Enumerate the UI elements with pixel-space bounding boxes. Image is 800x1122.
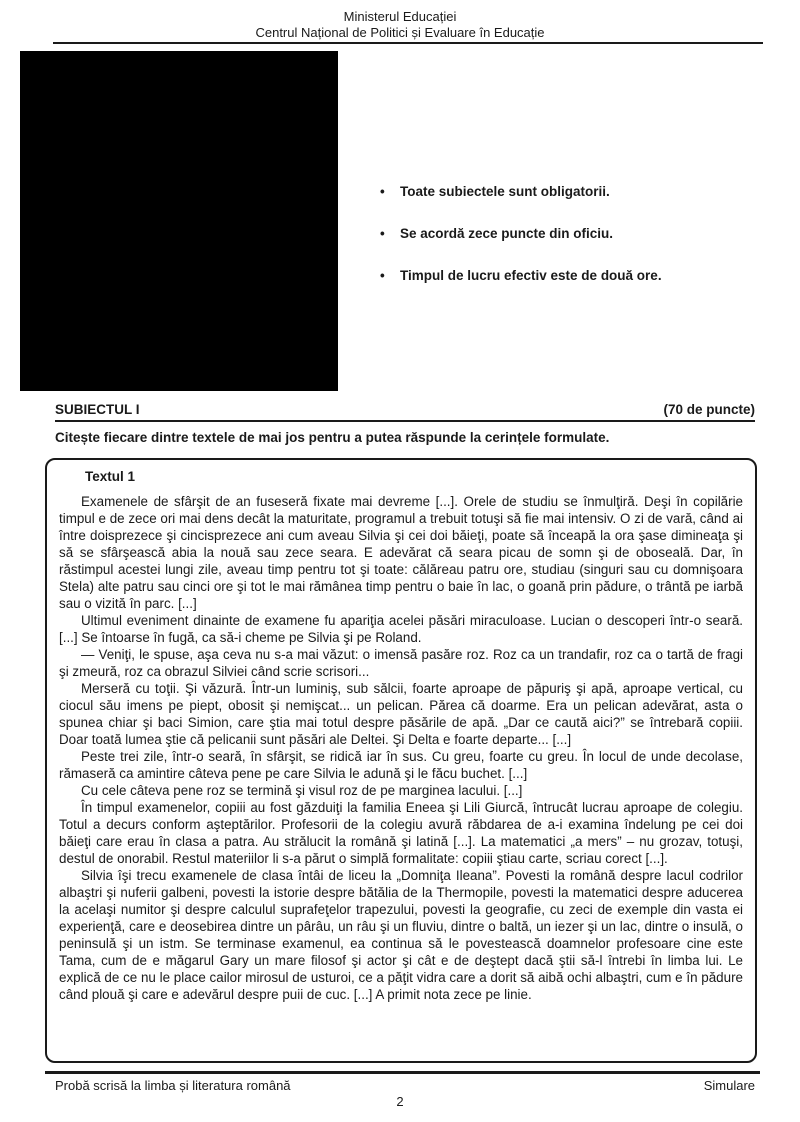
section-title: SUBIECTUL I	[55, 402, 140, 417]
text-paragraph: — Veniţi, le spuse, aşa ceva nu s-a mai văzut: o imensă pasăre roz. Roz ca un trandafir, roz ca o tartă de fragi şi zmeură, roz ca obrazul Silviei când scrie scrisori...	[59, 647, 743, 679]
text-paragraph: Cu cele câteva pene roz se termină şi visul roz de pe marginea lacului. [...]	[81, 783, 523, 798]
bullet-icon	[380, 225, 400, 242]
text-paragraph: Merseră cu toţii. Şi văzură. Într-un luminiş, sub sălcii, foarte aproape de păpuriş şi apă, aproape vertical, cu ciocul său imens pe piept, obosit şi nemişcat... un pelican. Părea că doarme. Era un pelican adevărat, asta o spunea chiar şi baci Simion, care ştia mai totul despre păsările de apă. „Dar ce caută aici?” se întrebară copiii. Doar toată lumea ştie că pelicanii sunt păsări ale Deltei. Şi Delta e foarte departe... [...]	[59, 681, 743, 747]
note-text: Toate subiectele sunt obligatorii.	[400, 184, 610, 199]
list-item	[380, 183, 780, 200]
section-points: (70 de puncte)	[663, 402, 755, 417]
header-institution: Centrul Național de Politici și Evaluare în Educație	[255, 25, 545, 40]
text-paragraph: Ultimul eveniment dinainte de examene fu apariţia acelei păsări miraculoase. Lucian o descoperi într-o seară. [...] Se întoarse în fugă, ca să-i cheme pe Silvia şi pe Roland.	[59, 613, 743, 645]
text-excerpt-box	[45, 458, 757, 1063]
text-paragraph: Peste trei zile, într-o seară, în sfârşit, se ridică iar în sus. Cu greu, foarte cu greu. În locul de unde decolase, rămaseră ca amintire câteva pene pe care Silvia le adună şi le făcu buchet. [...]	[59, 749, 743, 781]
list-item	[380, 267, 780, 284]
bullet-icon	[380, 183, 400, 200]
footer-row	[55, 1078, 755, 1093]
footer-divider	[45, 1071, 760, 1074]
text-paragraph: Silvia îşi trecu examenele de clasa întâi de liceu la „Domniţa Ileana”. Povesti la română despre lacul codrilor albaştri şi nuferii galbeni, povesti la istorie despre bătălia de la Thermopile, povesti la matematici despre aducerea la acelaşi numitor şi despre calculul suprafeţelor trapezului, povesti la geografie, cu zeci de exemple din vasta ei experienţă, care e deosebirea dintre un pârâu, un râu şi un fluviu, dintre o baltă, un iezer şi un lac, dintre o insulă, o peninsulă şi un istm. Se terminase examenul, ea continua să le povestească doamnelor profesoare cine este Tama, cum de e măgarul Gary un mare filosof şi actor şi cât e de deştept dacă ştii să-l întrebi în limba lui. Le explică de ce nu le place cailor mirosul de usturoi, ce a păţit vidra care a dorit să aibă ochi albaştri, cum e în pădure când plouă şi care e adevărul despre puii de cuc. [...] A primit nota zece pe linie.	[59, 868, 743, 1002]
note-text: Timpul de lucru efectiv este de două ore.	[400, 268, 662, 283]
text-paragraph: În timpul examenelor, copiii au fost găzduiţi la familia Eneea şi Lili Giurcă, întrucât lucrau aproape de colegiu. Totul a decurs conform aşteptărilor. Profesorii de la colegiu avură răbdarea de a-i examina îndelung pe cei doi băieţi care erau în clasa a patra. Au strălucit la română şi latină [...]. La matematici „a mers” – nu grozav, totuşi, destul de onorabil. Restul materiilor li s-a părut o simplă formalitate: copiii ştiau carte, scriau corect [...].	[59, 800, 743, 866]
text-title: Textul 1	[85, 469, 136, 484]
redaction-box	[20, 51, 338, 391]
footer-session-label: Simulare	[703, 1078, 755, 1093]
bullet-icon	[380, 267, 400, 284]
header-ministry: Ministerul Educației	[343, 9, 457, 24]
page-number: 2	[396, 1094, 404, 1109]
section-instruction: Citește fiecare dintre textele de mai jos pentru a putea răspunde la cerințele formulate.	[55, 430, 610, 445]
section-heading-row	[55, 402, 755, 422]
text-paragraph: Examenele de sfârşit de an fuseseră fixate mai devreme [...]. Orele de studiu se înmulţiră. Deşi în copilărie timpul e de zece ori mai dens decât la maturitate, programul a trebuit totuşi să fie mai intensiv. O zi de vară, când ai între doisprezece şi cincisprezece ani cum aveau Silvia şi cei doi băieţi, poate să înceapă la ora şase dimineaţa şi să se sfârşească abia la nouă sau zece seara. E adevărat că seara picau de somn şi de oboseală. Dar, în răstimpul acestei lungi zile, aveau timp pentru tot şi toate: călăreau patru ore, studiau (singuri sau cu domnişoara Stela) alte patru sau cinci ore şi tot le mai rămânea timp pentru o baie în lac, o goană prin pădure, o trântă pe iarbă sau o vizită în parc. [...]	[59, 494, 743, 611]
note-text: Se acordă zece puncte din oficiu.	[400, 226, 614, 241]
list-item	[380, 225, 780, 242]
footer-exam-name: Probă scrisă la limba și literatura română	[55, 1078, 291, 1093]
exam-notes-list	[380, 183, 780, 309]
header-divider	[53, 42, 763, 44]
